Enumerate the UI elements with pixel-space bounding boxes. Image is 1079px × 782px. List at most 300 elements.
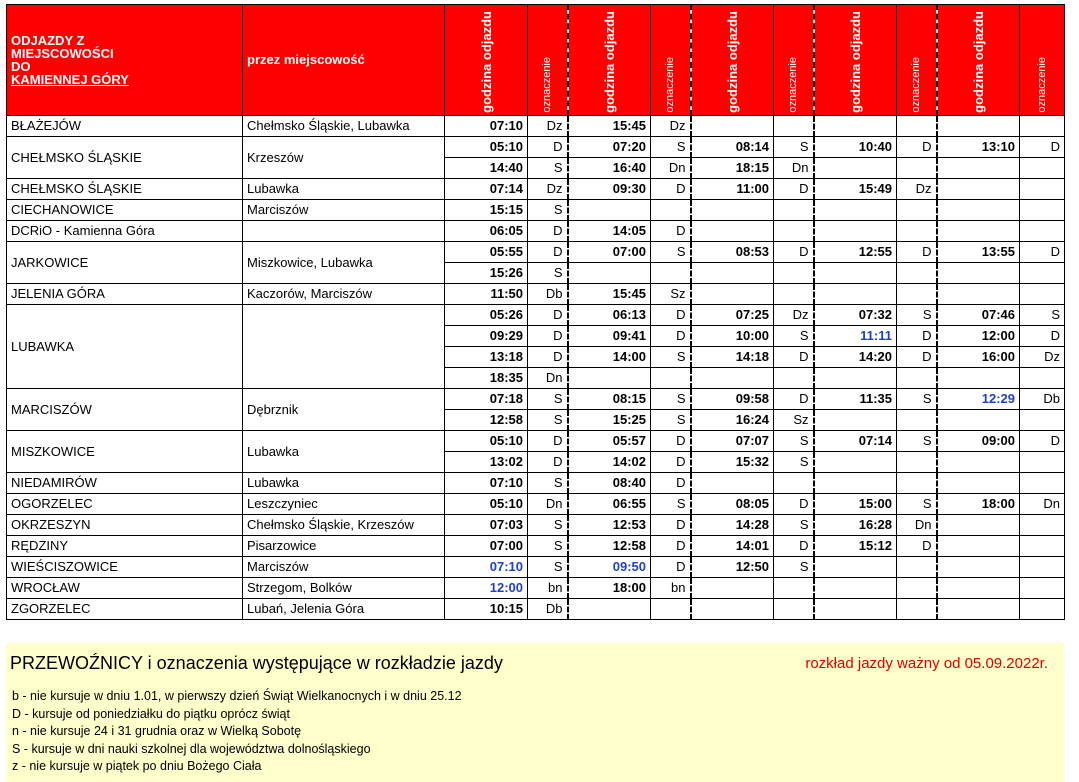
legend-item: S - kursuje w dni nauki szkolnej dla województwa dolnośląskiego (12, 741, 371, 756)
code-cell (1020, 451, 1065, 472)
departure-time-cell (814, 115, 897, 136)
code-cell: Dn (528, 493, 568, 514)
departure-time-cell: 15:45 (568, 283, 651, 304)
code-cell: D (897, 241, 937, 262)
code-cell: D (774, 241, 814, 262)
departure-time-cell: 08:53 (691, 241, 774, 262)
code-cell: S (651, 136, 691, 157)
code-cell: D (774, 388, 814, 409)
code-cell: Dn (1020, 493, 1065, 514)
via-cell: Strzegom, Bolków (243, 577, 445, 598)
code-cell: S (774, 325, 814, 346)
departure-time-cell: 08:14 (691, 136, 774, 157)
departure-time-cell: 08:05 (691, 493, 774, 514)
code-cell: D (651, 535, 691, 556)
departure-time-cell (814, 577, 897, 598)
code-cell: S (528, 472, 568, 493)
departure-time-cell (568, 262, 651, 283)
validity-note: rozkład jazdy ważny od 05.09.2022r. (805, 655, 1048, 672)
departure-time-cell: 13:02 (445, 451, 528, 472)
table-row (7, 220, 1065, 241)
departure-time-cell: 05:55 (445, 241, 528, 262)
departure-time-cell (937, 283, 1020, 304)
departure-time-cell (814, 199, 897, 220)
departure-time-cell: 15:26 (445, 262, 528, 283)
departure-time-cell: 08:15 (568, 388, 651, 409)
code-cell: D (651, 556, 691, 577)
via-cell: Marciszów (243, 556, 445, 577)
code-cell: D (897, 535, 937, 556)
code-cell (1020, 556, 1065, 577)
code-cell (1020, 220, 1065, 241)
departure-time-cell: 15:15 (445, 199, 528, 220)
departure-time-cell: 11:11 (814, 325, 897, 346)
departure-time-cell: 14:40 (445, 157, 528, 178)
departure-time-cell (937, 514, 1020, 535)
code-cell (1020, 178, 1065, 199)
departure-time-cell: 05:10 (445, 430, 528, 451)
departure-time-cell (937, 157, 1020, 178)
via-cell: Lubawka (243, 472, 445, 493)
code-cell: D (774, 346, 814, 367)
code-cell: S (528, 556, 568, 577)
table-row (7, 115, 1065, 136)
code-cell (897, 472, 937, 493)
code-cell (774, 598, 814, 619)
departure-time-cell (568, 598, 651, 619)
code-cell: D (651, 472, 691, 493)
departure-time-cell (937, 577, 1020, 598)
departure-time-cell: 05:10 (445, 493, 528, 514)
code-cell: D (651, 220, 691, 241)
code-cell: D (528, 136, 568, 157)
code-cell: Dn (651, 157, 691, 178)
departure-time-cell: 07:10 (445, 472, 528, 493)
code-cell: Dz (774, 304, 814, 325)
code-cell (897, 220, 937, 241)
departure-time-cell: 14:20 (814, 346, 897, 367)
departure-time-cell: 15:12 (814, 535, 897, 556)
departure-time-cell: 12:50 (691, 556, 774, 577)
legend-item: n - nie kursuje 24 i 31 grudnia oraz w Wielką Sobotę (12, 724, 302, 738)
code-cell (1020, 577, 1065, 598)
code-cell: D (651, 325, 691, 346)
departure-time-cell: 07:20 (568, 136, 651, 157)
departure-time-cell (814, 556, 897, 577)
table-row (7, 388, 1065, 409)
code-cell: D (528, 220, 568, 241)
code-cell (897, 409, 937, 430)
code-cell (897, 115, 937, 136)
code-cell (774, 115, 814, 136)
departure-time-cell: 07:25 (691, 304, 774, 325)
departure-time-cell (937, 409, 1020, 430)
departure-time-cell: 12:29 (937, 388, 1020, 409)
legend-item: z - nie kursuje w piątek po dniu Bożego Ciała (12, 759, 262, 773)
code-cell: bn (528, 577, 568, 598)
table-row (7, 178, 1065, 199)
code-cell: D (651, 451, 691, 472)
title-line: DO (11, 58, 31, 74)
departure-time-cell: 18:15 (691, 157, 774, 178)
destination-cell: CIECHANOWICE (7, 199, 243, 220)
code-cell: D (774, 178, 814, 199)
code-cell (774, 220, 814, 241)
code-cell: S (1020, 304, 1065, 325)
code-cell: S (774, 136, 814, 157)
departure-time-cell: 14:18 (691, 346, 774, 367)
departure-time-cell: 11:00 (691, 178, 774, 199)
departure-time-cell: 07:32 (814, 304, 897, 325)
departure-time-cell: 09:58 (691, 388, 774, 409)
code-cell: D (774, 493, 814, 514)
departure-time-cell (814, 367, 897, 388)
departure-time-cell: 09:30 (568, 178, 651, 199)
code-cell: D (1020, 325, 1065, 346)
via-cell: Chełmsko Śląskie, Lubawka (243, 115, 445, 136)
departure-time-cell: 12:55 (814, 241, 897, 262)
code-cell: D (651, 304, 691, 325)
destination-cell: LUBAWKA (7, 304, 243, 388)
departure-time-cell: 09:41 (568, 325, 651, 346)
via-cell: Dębrznik (243, 388, 445, 430)
col-header-time: godzina odjazdu (814, 5, 897, 116)
title-line-underlined: KAMIENNEJ GÓRY (11, 71, 129, 87)
code-cell: S (774, 556, 814, 577)
code-cell (774, 367, 814, 388)
code-cell (1020, 598, 1065, 619)
departure-time-cell: 09:29 (445, 325, 528, 346)
departure-time-cell (937, 199, 1020, 220)
departure-time-cell (691, 472, 774, 493)
departure-time-cell: 18:00 (568, 577, 651, 598)
departure-time-cell (568, 367, 651, 388)
code-cell: S (528, 409, 568, 430)
code-cell (774, 283, 814, 304)
departure-time-cell: 15:00 (814, 493, 897, 514)
departure-time-cell (691, 199, 774, 220)
code-cell (774, 577, 814, 598)
code-cell: Db (528, 598, 568, 619)
table-row (7, 598, 1065, 619)
departure-time-cell: 11:50 (445, 283, 528, 304)
col-header-time: godzina odjazdu (691, 5, 774, 116)
departure-time-cell: 16:00 (937, 346, 1020, 367)
code-cell (651, 367, 691, 388)
departure-time-cell: 08:40 (568, 472, 651, 493)
code-cell: S (651, 493, 691, 514)
via-cell (243, 304, 445, 388)
code-cell: D (528, 430, 568, 451)
code-cell: S (528, 535, 568, 556)
title-line: MIEJSCOWOŚCI (11, 45, 114, 61)
via-cell: Kaczorów, Marciszów (243, 283, 445, 304)
departure-time-cell (937, 598, 1020, 619)
code-cell: D (528, 304, 568, 325)
table-row (7, 535, 1065, 556)
destination-cell: WROCŁAW (7, 577, 243, 598)
via-cell: Lubawka (243, 430, 445, 472)
departure-time-cell: 15:49 (814, 178, 897, 199)
via-cell: Marciszów (243, 199, 445, 220)
col-header-code: oznaczenie (651, 5, 691, 116)
departure-time-cell: 16:28 (814, 514, 897, 535)
departure-time-cell: 12:58 (568, 535, 651, 556)
code-cell: D (774, 535, 814, 556)
col-header-code: oznaczenie (897, 5, 937, 116)
destination-cell: WIEŚCISZOWICE (7, 556, 243, 577)
destination-cell: OGORZELEC (7, 493, 243, 514)
departure-time-cell: 15:25 (568, 409, 651, 430)
departure-time-cell: 06:05 (445, 220, 528, 241)
departure-time-cell: 09:00 (937, 430, 1020, 451)
code-cell: D (651, 178, 691, 199)
departure-time-cell: 18:00 (937, 493, 1020, 514)
col-header-time: godzina odjazdu (568, 5, 651, 116)
departure-time-cell: 15:32 (691, 451, 774, 472)
header-row (7, 5, 1065, 116)
departure-time-cell (814, 220, 897, 241)
departure-time-cell (691, 367, 774, 388)
legend-item: D - kursuje od poniedziałku do piątku oprócz świąt (12, 706, 290, 721)
departure-time-cell: 14:01 (691, 535, 774, 556)
departure-time-cell (937, 178, 1020, 199)
code-cell: D (528, 325, 568, 346)
page-title (7, 5, 243, 116)
code-cell: S (774, 451, 814, 472)
departure-time-cell (937, 472, 1020, 493)
via-cell: Leszczyniec (243, 493, 445, 514)
code-cell (897, 556, 937, 577)
table-row (7, 136, 1065, 157)
departure-time-cell (568, 199, 651, 220)
departure-time-cell: 13:10 (937, 136, 1020, 157)
departure-time-cell (814, 157, 897, 178)
departure-time-cell: 06:13 (568, 304, 651, 325)
col-header-code: oznaczenie (774, 5, 814, 116)
code-cell: S (651, 409, 691, 430)
code-cell (1020, 409, 1065, 430)
departure-time-cell (937, 556, 1020, 577)
departure-time-cell (814, 472, 897, 493)
departure-time-cell: 13:55 (937, 241, 1020, 262)
code-cell: S (897, 304, 937, 325)
departure-time-cell: 07:07 (691, 430, 774, 451)
departure-time-cell: 07:00 (568, 241, 651, 262)
destination-cell: ZGORZELEC (7, 598, 243, 619)
departure-time-cell: 10:40 (814, 136, 897, 157)
departure-time-cell: 18:35 (445, 367, 528, 388)
departure-time-cell: 05:26 (445, 304, 528, 325)
legend-list (12, 688, 462, 776)
departure-time-cell: 07:14 (445, 178, 528, 199)
via-cell: Chełmsko Śląskie, Krzeszów (243, 514, 445, 535)
departure-time-cell: 12:58 (445, 409, 528, 430)
table-row (7, 304, 1065, 325)
departure-time-cell: 07:10 (445, 115, 528, 136)
title-line: ODJAZDY Z (11, 32, 85, 48)
code-cell: Dz (651, 115, 691, 136)
destination-cell: BŁAŻEJÓW (7, 115, 243, 136)
code-cell (1020, 535, 1065, 556)
code-cell (897, 367, 937, 388)
code-cell: Db (1020, 388, 1065, 409)
departure-time-cell (691, 220, 774, 241)
code-cell: S (528, 157, 568, 178)
departure-time-cell: 11:35 (814, 388, 897, 409)
departure-time-cell: 07:03 (445, 514, 528, 535)
legend-title: PRZEWOŹNICY i oznaczenia występujące w rozkładzie jazdy (10, 653, 503, 673)
departure-time-cell: 06:55 (568, 493, 651, 514)
via-cell: Pisarzowice (243, 535, 445, 556)
destination-cell: DCRiO - Kamienna Góra (7, 220, 243, 241)
destination-cell: CHEŁMSKO ŚLĄSKIE (7, 178, 243, 199)
code-cell (651, 262, 691, 283)
departure-time-cell: 10:00 (691, 325, 774, 346)
via-header: przez miejscowość (243, 5, 445, 116)
code-cell: Dz (528, 178, 568, 199)
legend-item: b - nie kursuje w dniu 1.01, w pierwszy dzień Świąt Wielkanocnych i w dniu 25.12 (12, 689, 462, 703)
code-cell: S (528, 388, 568, 409)
code-cell (1020, 157, 1065, 178)
departure-time-cell (937, 451, 1020, 472)
code-cell: Dn (897, 514, 937, 535)
code-cell: D (1020, 241, 1065, 262)
table-row (7, 514, 1065, 535)
code-cell (1020, 472, 1065, 493)
departure-time-cell: 10:15 (445, 598, 528, 619)
destination-cell: JELENIA GÓRA (7, 283, 243, 304)
destination-cell: OKRZESZYN (7, 514, 243, 535)
code-cell: S (651, 388, 691, 409)
code-cell: D (528, 451, 568, 472)
col-header-time: godzina odjazdu (445, 5, 528, 116)
departure-time-cell: 12:00 (937, 325, 1020, 346)
code-cell: Db (528, 283, 568, 304)
departure-time-cell (691, 115, 774, 136)
code-cell: S (897, 430, 937, 451)
code-cell: D (528, 346, 568, 367)
departure-time-cell (937, 367, 1020, 388)
departure-time-cell: 14:05 (568, 220, 651, 241)
destination-cell: RĘDZINY (7, 535, 243, 556)
col-header-time: godzina odjazdu (937, 5, 1020, 116)
departure-time-cell (937, 220, 1020, 241)
table-row (7, 556, 1065, 577)
departure-time-cell: 14:00 (568, 346, 651, 367)
departure-time-cell (691, 598, 774, 619)
departure-time-cell: 13:18 (445, 346, 528, 367)
departure-time-cell (814, 598, 897, 619)
code-cell: S (774, 514, 814, 535)
legend-panel (6, 643, 1064, 782)
code-cell: D (897, 325, 937, 346)
departure-time-cell: 12:00 (445, 577, 528, 598)
code-cell: D (1020, 136, 1065, 157)
code-cell: S (651, 241, 691, 262)
code-cell: D (1020, 430, 1065, 451)
code-cell (897, 577, 937, 598)
code-cell (897, 283, 937, 304)
destination-cell: NIEDAMIRÓW (7, 472, 243, 493)
table-row (7, 199, 1065, 220)
departure-time-cell: 16:40 (568, 157, 651, 178)
code-cell: Dz (1020, 346, 1065, 367)
departure-time-cell: 09:50 (568, 556, 651, 577)
timetable-container (6, 4, 1064, 620)
col-header-code: oznaczenie (528, 5, 568, 116)
timetable (6, 4, 1065, 620)
code-cell: Sz (774, 409, 814, 430)
code-cell (1020, 262, 1065, 283)
code-cell: S (528, 199, 568, 220)
code-cell (897, 598, 937, 619)
code-cell (774, 262, 814, 283)
table-row (7, 430, 1065, 451)
via-cell: Krzeszów (243, 136, 445, 178)
code-cell (897, 157, 937, 178)
code-cell: bn (651, 577, 691, 598)
departure-time-cell (691, 283, 774, 304)
table-row (7, 493, 1065, 514)
departure-time-cell (691, 262, 774, 283)
via-cell: Lubawka (243, 178, 445, 199)
departure-time-cell (937, 262, 1020, 283)
code-cell: Dz (897, 178, 937, 199)
destination-cell: JARKOWICE (7, 241, 243, 283)
departure-time-cell (814, 262, 897, 283)
code-cell (1020, 115, 1065, 136)
via-cell: Miszkowice, Lubawka (243, 241, 445, 283)
via-cell (243, 220, 445, 241)
departure-time-cell (814, 451, 897, 472)
destination-cell: CHEŁMSKO ŚLĄSKIE (7, 136, 243, 178)
table-row (7, 283, 1065, 304)
code-cell (1020, 514, 1065, 535)
table-row (7, 472, 1065, 493)
col-header-code: oznaczenie (1020, 5, 1065, 116)
departure-time-cell: 05:10 (445, 136, 528, 157)
departure-time-cell: 12:53 (568, 514, 651, 535)
departure-time-cell: 16:24 (691, 409, 774, 430)
code-cell: S (897, 388, 937, 409)
code-cell (1020, 367, 1065, 388)
departure-time-cell (691, 577, 774, 598)
table-row (7, 241, 1065, 262)
departure-time-cell: 14:28 (691, 514, 774, 535)
code-cell (651, 598, 691, 619)
code-cell (897, 199, 937, 220)
code-cell: S (651, 346, 691, 367)
departure-time-cell: 05:57 (568, 430, 651, 451)
code-cell: Dn (528, 367, 568, 388)
code-cell: D (897, 136, 937, 157)
table-row (7, 577, 1065, 598)
code-cell: Sz (651, 283, 691, 304)
departure-time-cell (937, 115, 1020, 136)
departure-time-cell: 07:00 (445, 535, 528, 556)
code-cell (897, 262, 937, 283)
code-cell (651, 199, 691, 220)
code-cell: Dn (774, 157, 814, 178)
code-cell: S (897, 493, 937, 514)
code-cell (1020, 199, 1065, 220)
code-cell (897, 451, 937, 472)
departure-time-cell: 14:02 (568, 451, 651, 472)
code-cell (1020, 283, 1065, 304)
departure-time-cell: 07:14 (814, 430, 897, 451)
code-cell: S (774, 430, 814, 451)
